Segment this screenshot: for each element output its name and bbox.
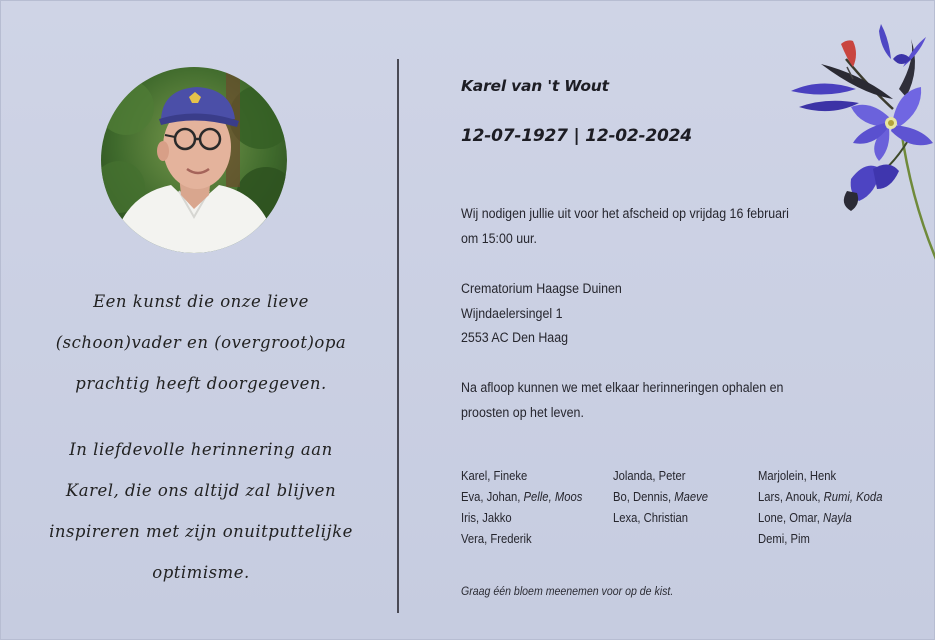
poem-line: (schoon)vader en (overgroot)opa (55, 333, 347, 352)
family-entry: Jolanda, Peter (613, 469, 686, 483)
poem-line: inspireren met zijn onuitputtelijke (49, 522, 353, 541)
flower-request-note: Graag één bloem meenemen voor op de kist. (461, 586, 674, 598)
family-entry: Karel, Fineke (461, 469, 528, 483)
family-entry: Vera, Frederik (461, 532, 532, 546)
invitation-line: om 15:00 uur. (461, 230, 537, 246)
vertical-divider (397, 59, 399, 613)
deceased-name: Karel van 't Wout (461, 77, 609, 95)
venue-city: 2553 AC Den Haag (461, 330, 569, 345)
family-entry: Lone, Omar, Nayla (758, 511, 852, 525)
family-entry: Lars, Anouk, Rumi, Koda (758, 490, 883, 504)
poem-line: optimisme. (152, 563, 250, 582)
venue-name: Crematorium Haagse Duinen (461, 281, 622, 296)
invitation-line: Wij nodigen jullie uit voor het afscheid op vrijdag 16 februari (461, 206, 789, 221)
family-entry: Iris, Jakko (461, 511, 512, 525)
poem-line: Karel, die ons altijd zal blijven (65, 481, 337, 500)
poem-line: Een kunst die onze lieve (93, 292, 309, 311)
family-column-1 (461, 466, 582, 550)
invitation-text (461, 202, 789, 251)
venue-address (461, 277, 622, 351)
life-dates: 12-07-1927 | 12-02-2024 (461, 126, 692, 146)
family-entry: Lexa, Christian (613, 511, 689, 525)
closing-line: proosten op het leven. (461, 404, 584, 420)
flower-illustration (781, 19, 935, 264)
family-column-3 (758, 466, 882, 550)
family-entry: Demi, Pim (758, 532, 810, 546)
family-entry: Bo, Dennis, Maeve (613, 490, 709, 504)
family-entry: Marjolein, Henk (758, 469, 837, 483)
family-entry: Eva, Johan, Pelle, Moos (461, 490, 583, 504)
poem-line: In liefdevolle herinnering aan (69, 440, 333, 459)
portrait-photo (101, 67, 287, 253)
venue-street: Wijndaelersingel 1 (461, 305, 563, 321)
family-column-2 (613, 466, 708, 529)
poem-stanza-1 (41, 281, 361, 404)
poem-stanza-2 (41, 429, 361, 593)
closing-text (461, 376, 783, 425)
closing-line: Na afloop kunnen we met elkaar herinneringen ophalen en (461, 380, 784, 395)
poem-line: prachtig heeft doorgegeven. (75, 374, 327, 393)
